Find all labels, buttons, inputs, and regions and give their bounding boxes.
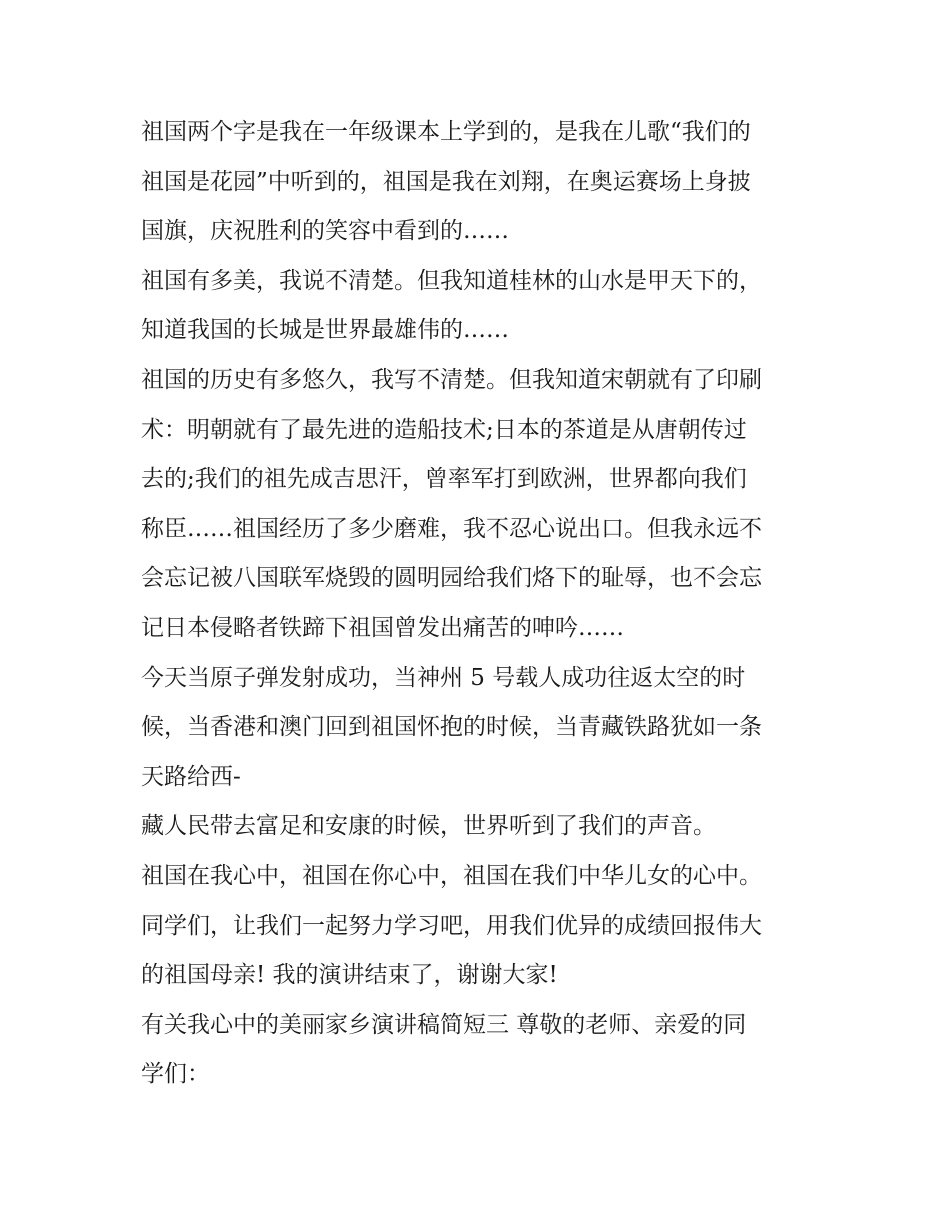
text-line: 藏人民带去富足和安康的时候，世界听到了我们的声音。 xyxy=(141,813,716,840)
text-line: 学们： xyxy=(141,1061,210,1088)
text-line: 同学们，让我们一起努力学习吧，用我们优异的成绩回报伟大 xyxy=(141,912,762,939)
text-line: 祖国在我心中，祖国在你心中，祖国在我们中华儿女的心中。 xyxy=(141,862,762,889)
paragraph-history xyxy=(141,356,821,654)
text-line: 会忘记被八国联军烧毁的圆明园给我们烙下的耻辱，也不会忘 xyxy=(141,565,762,592)
text-line: 去的;我们的祖先成吉思汗，曾率军打到欧洲，世界都向我们 xyxy=(141,466,747,493)
paragraph-tibet xyxy=(141,802,821,852)
text-line: 称臣……祖国经历了多少磨难，我不忍心说出口。但我永远不 xyxy=(141,515,762,542)
paragraph-today xyxy=(141,654,821,803)
text-line: 记日本侵略者铁蹄下祖国曾发出痛苦的呻吟…… xyxy=(141,614,624,641)
paragraph-beauty xyxy=(141,257,821,356)
text-line: 的祖国母亲! 我的演讲结束了，谢谢大家! xyxy=(141,962,558,989)
text-line: 祖国的历史有多悠久，我写不清楚。但我知道宋朝就有了印刷 xyxy=(141,366,762,393)
text-line: 祖国有多美，我说不清楚。但我知道桂林的山水是甲天下的， xyxy=(141,267,762,294)
text-line: 知道我国的长城是世界最雄伟的…… xyxy=(141,317,509,344)
text-line: 国旗，庆祝胜利的笑容中看到的…… xyxy=(141,218,509,245)
text-line: 祖国两个字是我在一年级课本上学到的，是我在儿歌“我们的 xyxy=(141,119,751,145)
text-line: 有关我心中的美丽家乡演讲稿简短三 尊敬的老师、亲爱的同 xyxy=(141,1011,747,1038)
paragraph-next-speech xyxy=(141,1001,821,1100)
text-line: 天路给西- xyxy=(141,763,241,790)
paragraph-closing xyxy=(141,902,821,1001)
paragraph-in-heart xyxy=(141,852,821,902)
text-line: 祖国是花园”中听到的，祖国是我在刘翔，在奥运赛场上身披 xyxy=(141,168,751,195)
paragraph-childhood xyxy=(141,108,821,257)
text-line: 候，当香港和澳门回到祖国怀抱的时候，当青藏铁路犹如一条 xyxy=(141,714,762,741)
text-line: 术：明朝就有了最先进的造船技术;日本的茶道是从唐朝传过 xyxy=(141,416,747,443)
text-line: 今天当原子弹发射成功，当神州 5 号载人成功往返太空的时 xyxy=(141,664,746,691)
document-page xyxy=(141,108,821,1100)
